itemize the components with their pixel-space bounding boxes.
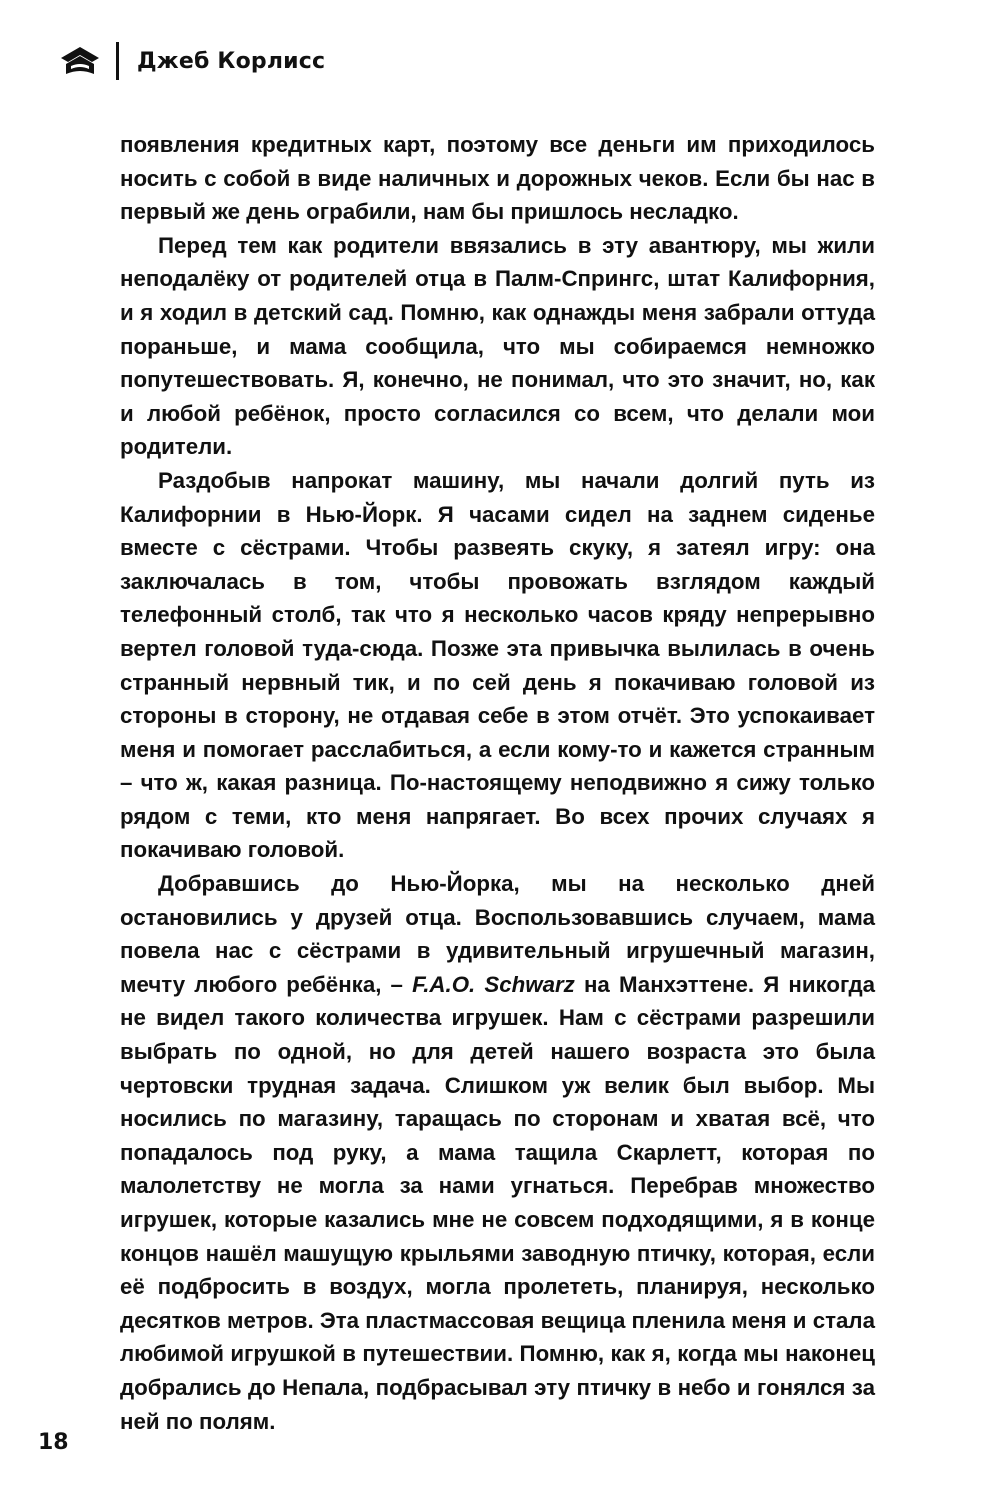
paragraph-2: Перед тем как родители ввязались в эту авантюру, мы жили неподалёку от родителей отца в Палм-Спрингс, штат Калифорния, и я ходил в детский сад. Помню, как однажды меня забрали оттуда пораньше, и мама сообщила, что мы собираемся немножко попутешествовать. Я, конечно, не понимал, что это значит, но, как и любой ребёнок, просто согласился со всем, что делали мои родители. [120, 232, 875, 460]
store-name-italic: F.A.O. Schwarz [412, 971, 575, 997]
header-divider [116, 42, 119, 80]
paragraph-1: появления кредитных карт, поэтому все деньги им приходилось носить с собой в виде наличных и дорожных чеков. Если бы нас в первый же день ограбили, нам бы пришлось несладко. [120, 132, 875, 225]
body-text [120, 128, 875, 1438]
running-head-author: Джеб Корлисс [137, 48, 326, 74]
paragraph-3: Раздобыв напрокат машину, мы начали долгий путь из Калифорнии в Нью-Йорк. Я часами сидел на заднем сиденье вместе с сёстрами. Чтобы развеять скуку, я затеял игру: она заключалась в том, чтобы провожать взглядом каждый телефонный столб, так что я несколько часов кряду непрерывно вертел головой туда-сюда. Позже эта привычка вылилась в очень странный нервный тик, и по сей день я покачиваю головой из стороны в сторону, не отдавая себе в этом отчёт. Это успокаивает меня и помогает расслабиться, а если кому-то и кажется странным – что ж, какая разница. По-настоящему неподвижно я сижу только рядом с теми, кто меня напрягает. Во всех прочих случаях я покачиваю головой. [120, 467, 875, 863]
paragraph-4 [120, 867, 875, 1438]
page-number: 18 [38, 1430, 69, 1455]
running-head [58, 38, 325, 84]
paragraph-4-text-after: на Манхэттене. Я никогда не видел такого количества игрушек. Нам с сёстрами разрешили выбрать по одной, но для детей нашего возраста это была чертовски трудная задача. Слишком уж велик был выбор. Мы носились по магазину, таращась по сторонам и хватая всё, что попадалось под руку, а мама тащила Скарлетт, которая по малолетству не могла за нами угнаться. Перебрав множество игрушек, которые казались мне не совсем подходящими, я в конце концов нашёл машущую крыльями заводную птичку, которая, если её подбросить в воздух, могла пролететь, планируя, несколько десятков метров. Эта пластмассовая вещица пленила меня и стала любимой игрушкой в путешествии. Помню, как я, когда мы наконец добрались до Непала, подбрасывал эту птичку в небо и гонялся за ней по полям. [120, 971, 875, 1434]
paragraph-4-text-before: Добравшись до Нью-Йорка, мы на несколько дней остановились у друзей отца. Воспользовавшись случаем, мама повела нас с сёстрами в удивительный игрушечный магазин, мечту любого ребёнка, – [120, 871, 875, 997]
publisher-logo-icon [58, 44, 102, 78]
